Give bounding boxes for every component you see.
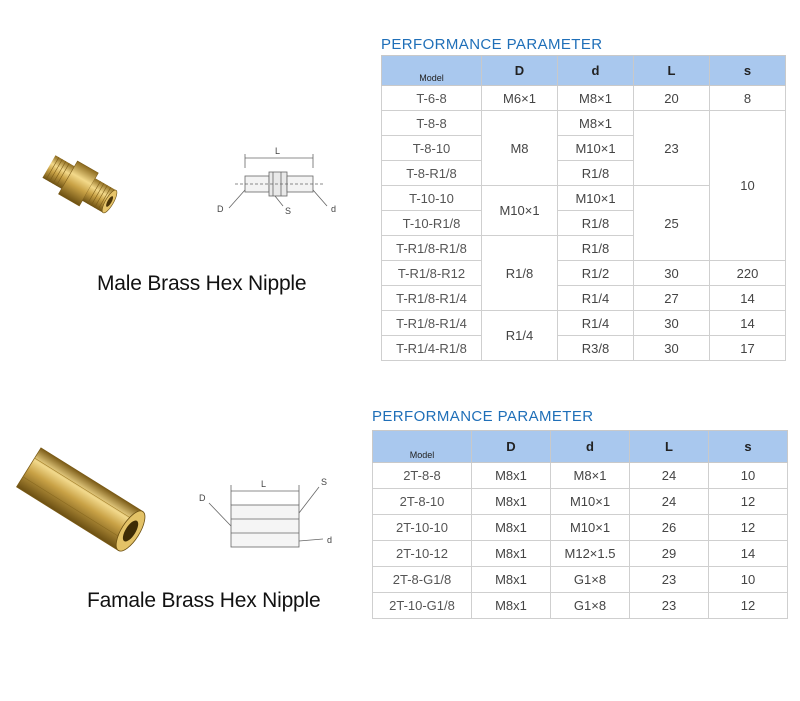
male-caption: Male Brass Hex Nipple [97,272,307,295]
male-table-title: PERFORMANCE PARAMETER [381,36,603,53]
table-row: 2T-8-G1/8 M8x1 G1×8 23 10 [373,567,788,593]
female-nipple-photo [4,428,159,578]
table-row: T-R1/8-R1/4 R1/4 R1/4 30 14 [382,311,786,336]
female-nipple-diagram [195,475,345,555]
table-row: T-6-8 M6×1 M8×1 20 8 [382,86,786,111]
table-row: 2T-10-12 M8x1 M12×1.5 29 14 [373,541,788,567]
header-model: Model [382,56,482,86]
table-row: 2T-10-10 M8x1 M10×1 26 12 [373,515,788,541]
dim-S-label: S [285,206,292,216]
dim-d-label: d [327,535,333,545]
female-spec-table [372,430,788,619]
male-nipple-photo [36,140,126,230]
header-model: Model [373,431,472,463]
table-row: T-8-10 M10×1 [382,136,786,161]
dim-L-label: L [261,479,267,489]
table-row: 2T-10-G1/8 M8x1 G1×8 23 12 [373,593,788,619]
table-row: T-8-8 M8 M8×1 23 10 [382,111,786,136]
table-row: 2T-8-10 M8x1 M10×1 24 12 [373,489,788,515]
dim-S-label: S [321,477,328,487]
dim-d-label: d [331,204,337,214]
header-D: D [472,431,551,463]
table-row: T-10-10 M10×1 M10×1 25 [382,186,786,211]
dim-D-label: D [199,493,206,503]
header-s: s [710,56,786,86]
female-table-title: PERFORMANCE PARAMETER [372,408,594,425]
header-s: s [709,431,788,463]
table-row: T-R1/4-R1/8 R3/8 30 17 [382,336,786,361]
header-L: L [634,56,710,86]
header-L: L [630,431,709,463]
table-row: 2T-8-8 M8x1 M8×1 24 10 [373,463,788,489]
female-caption: Famale Brass Hex Nipple [87,589,321,612]
dim-L-label: L [275,146,281,156]
male-spec-table [381,55,786,361]
table-row: T-R1/8-R1/8 R1/8 R1/8 [382,236,786,261]
table-row: T-R1/8-R12 R1/2 30 220 [382,261,786,286]
header-D: D [482,56,558,86]
table-row: T-8-R1/8 R1/8 [382,161,786,186]
header-d: d [558,56,634,86]
dim-D-label: D [217,204,224,214]
table-row: T-R1/8-R1/4 R1/4 27 14 [382,286,786,311]
male-nipple-diagram [215,140,345,225]
table-row: T-10-R1/8 R1/8 [382,211,786,236]
header-d: d [551,431,630,463]
